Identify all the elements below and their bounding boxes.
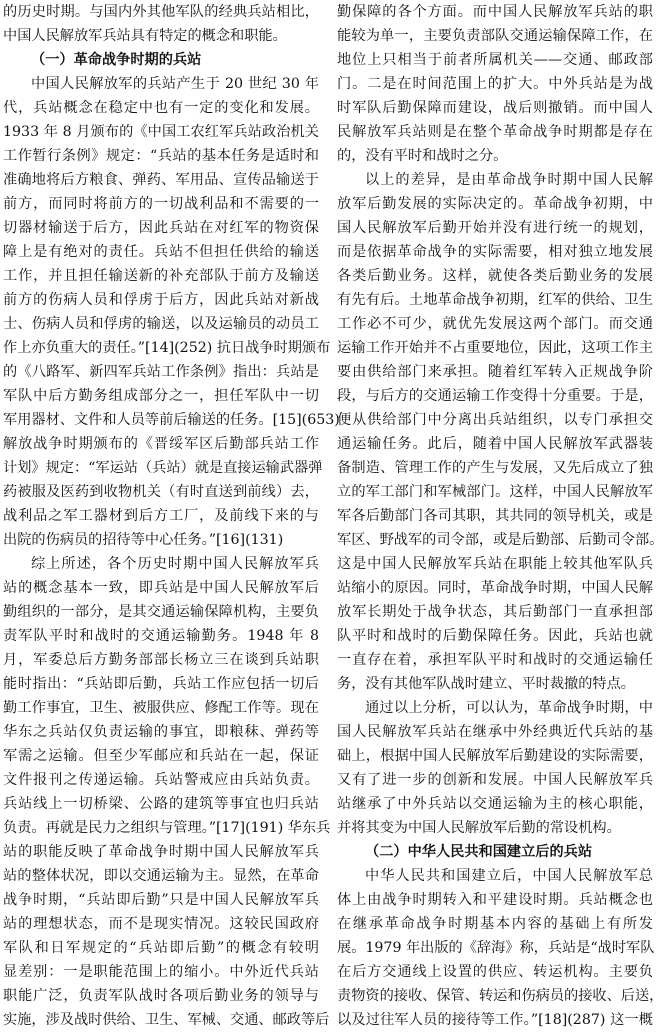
text-line: 要由供给部门来承担。随着红军转入正规战争阶 bbox=[337, 364, 653, 380]
text-line: 显差别：一是职能范围上的缩小。中外近代兵站 bbox=[3, 964, 319, 980]
text-line: 出院的伤病员的招待等中心任务。”[16](131) bbox=[3, 532, 284, 548]
text-line: 站的概念基本一致，即兵站是中国人民解放军后 bbox=[3, 580, 319, 596]
text-line: 代，兵站概念在稳定中也有一定的变化和发展。 bbox=[3, 100, 319, 116]
text-line: 地位上只相当于前者所属机关——交通、邮政部 bbox=[337, 52, 653, 68]
text-line: 站的理想状态，而不是现实情况。这较民国政府 bbox=[3, 916, 319, 932]
text-line: 切器材输送于后方，因此兵站在对红军的物资保 bbox=[3, 220, 319, 236]
text-line: 又有了进一步的创新和发展。中国人民解放军兵 bbox=[337, 772, 653, 788]
text-line: 放军长期处于战争状态，其后勤部门一直承担部 bbox=[337, 604, 653, 620]
text-line: 在后方交通线上设置的供应、转运机构。主要负 bbox=[337, 964, 653, 980]
text-line: 责军队平时和战时的交通运输勤务。1948 年 8 bbox=[3, 628, 319, 644]
text-line: 这是中国人民解放军兵站在职能上较其他军队兵 bbox=[337, 556, 653, 572]
text-line: 放军后勤发展的实际决定的。革命战争初期，中 bbox=[337, 196, 653, 212]
section-heading-prc-era: （二）中华人民共和国建立后的兵站 bbox=[365, 844, 593, 860]
text-line: 门。二是在时间范围上的扩大。中外兵站是为战 bbox=[337, 76, 653, 92]
text-line: 国人民解放军后勤开始并没有进行统一的规划， bbox=[337, 220, 653, 236]
text-line: 中国人民解放军兵站具有特定的概念和职能。 bbox=[3, 28, 287, 44]
text-line: 各类后勤业务。这样，就使各类后勤业务的发展 bbox=[337, 268, 653, 284]
text-line: 解放战争时期颁布的《晋绥军区后勤部兵站工作 bbox=[3, 436, 319, 452]
text-line: 通运输任务。此后，随着中国人民解放军武器装 bbox=[337, 436, 653, 452]
text-line: 的，没有平时和战时之分。 bbox=[337, 148, 508, 164]
text-line: 的历史时期。与国内外其他军队的经典兵站相比， bbox=[3, 4, 319, 20]
text-line: 文件报刊之传递运输。兵站警戒应由兵站负责。 bbox=[3, 772, 319, 788]
text-line: 前方的伤病人员和俘虏于后方，因此兵站对新战 bbox=[3, 292, 319, 308]
text-line: 军区、野战军的司令部，或是后勤部、后勤司令部。 bbox=[337, 532, 663, 548]
text-line: 实施，涉及战时供给、卫生、军械、交通、邮政等后 bbox=[3, 1012, 330, 1028]
text-line: 以及过往军人员的接待等工作。”[18](287) 这一概 bbox=[337, 1012, 653, 1028]
text-line: 立的军工部门和军械部门。这样，中国人民解放军 bbox=[337, 484, 653, 500]
text-line: 站的职能反映了革命战争时期中国人民解放军兵 bbox=[3, 844, 319, 860]
text-line: 工作，并且担任输送新的补充部队于前方及输送 bbox=[3, 268, 319, 284]
text-line: 月，军委总后方勤务部部长杨立三在谈到兵站职 bbox=[3, 652, 319, 668]
text-line: 以上的差异，是由革命战争时期中国人民解 bbox=[365, 172, 653, 188]
text-line: 责物资的接收、保管、转运和伤病员的接收、后送， bbox=[337, 988, 663, 1004]
text-line: 勤组织的一部分，是其交通运输保障机构，主要负 bbox=[3, 604, 319, 620]
text-line: 军需之运输。但至少军邮应和兵站在一起，保证 bbox=[3, 748, 319, 764]
text-line: 体上由战争时期转入和平建设时期。兵站概念也 bbox=[337, 892, 653, 908]
right-text-column bbox=[337, 0, 663, 1028]
text-line: 的《八路军、新四军兵站工作条例》指出：兵站是 bbox=[3, 364, 319, 380]
text-line: 药被服及医药到收物机关（有时直送到前线）去， bbox=[3, 484, 319, 500]
text-line: 通过以上分析，可以认为，革命战争时期，中 bbox=[365, 700, 653, 716]
text-line: 作上亦负重大的责任。”[14](252) 抗日战争时期颁布 bbox=[3, 340, 331, 356]
text-line: 能时指出：“兵站即后勤，兵站工作应包括一切后 bbox=[3, 676, 319, 692]
text-line: 运输工作开始并不占重要地位，因此，这项工作主 bbox=[337, 340, 653, 356]
text-line: 段，与后方的交通运输工作变得十分重要。于是， bbox=[337, 388, 653, 404]
text-line: 负责。再就是民力之组织与管理。”[17](191) 华东兵 bbox=[3, 820, 331, 836]
text-line: 民解放军兵站则是在整个革命战争时期都是存在 bbox=[337, 124, 653, 140]
text-line: 时军队后勤保障而建设，战后则撤销。而中国人 bbox=[337, 100, 653, 116]
text-line: 军队中后方勤务组成部分之一，担任军队中一切 bbox=[3, 388, 319, 404]
text-line: 工作暂行条例》规定：“兵站的基本任务是适时和 bbox=[3, 148, 319, 164]
text-line: 中国人民解放军的兵站产生于 20 世纪 30 年 bbox=[31, 76, 319, 92]
text-line: 士、伤病人员和俘虏的输送，以及运输员的动员工 bbox=[3, 316, 319, 332]
text-line: 工作必不可少，就优先发展这两个部门。而交通 bbox=[337, 316, 653, 332]
text-line: 并将其变为中国人民解放军后勤的常设机构。 bbox=[337, 820, 621, 836]
text-line: 务，没有其他军队战时建立、平时裁撤的特点。 bbox=[337, 676, 635, 692]
text-line: 有先有后。土地革命战争初期，红军的供给、卫生 bbox=[337, 292, 653, 308]
text-line: 在继承革命战争时期基本内容的基础上有所发 bbox=[337, 916, 653, 932]
text-line: 军用器材、文件和人员等前后输送的任务。[15](653) bbox=[3, 412, 340, 428]
text-line: 备制造、管理工作的产生与发展，又先后成立了独 bbox=[337, 460, 653, 476]
text-line: 勤保障的各个方面。而中国人民解放军兵站的职 bbox=[337, 4, 653, 20]
text-line: 中华人民共和国建立后，中国人民解放军总 bbox=[365, 868, 653, 884]
text-line: 兵站线上一切桥梁、公路的建筑等事宜也归兵站 bbox=[3, 796, 319, 812]
text-line: 勤工作事宜，卫生、被服供应、修配工作等。现在 bbox=[3, 700, 319, 716]
text-line: 职能广泛，负责军队战时各项后勤业务的领导与 bbox=[3, 988, 319, 1004]
section-heading-revolutionary-war: （一）革命战争时期的兵站 bbox=[31, 52, 202, 68]
text-line: 一直存在着，承担军队平时和战时的交通运输任 bbox=[337, 652, 653, 668]
text-line: 计划》规定：“军运站（兵站）就是直接运输武器弹 bbox=[3, 460, 323, 476]
text-line: 障上是有绝对的责任。兵站不但担任供给的输送 bbox=[3, 244, 319, 260]
text-line: 准确地将后方粮食、弹药、军用品、宣传品输送于 bbox=[3, 172, 319, 188]
left-text-column bbox=[3, 0, 340, 1028]
text-line: 军各后勤部门各司其职，其共同的领导机关，或是 bbox=[337, 508, 653, 524]
text-line: 战争时期，“兵站即后勤”只是中国人民解放军兵 bbox=[3, 892, 319, 908]
text-line: 国人民解放军兵站在继承中外经典近代兵站的基 bbox=[337, 724, 653, 740]
text-line: 前方，而同时将前方的一切战利品和不需要的一 bbox=[3, 196, 319, 212]
text-line: 队平时和战时的后勤保障任务。因此，兵站也就 bbox=[337, 628, 653, 644]
text-line: 展。1979 年出版的《辞海》称，兵站是“战时军队 bbox=[337, 940, 655, 956]
text-line: 站缩小的原因。同时，革命战争时期，中国人民解 bbox=[337, 580, 653, 596]
text-line: 便从供给部门中分离出兵站组织，以专门承担交 bbox=[337, 412, 653, 428]
text-line: 军队和日军规定的“兵站即后勤”的概念有较明 bbox=[3, 940, 319, 956]
text-line: 站的整体状况，即以交通运输为主。显然，在革命 bbox=[3, 868, 319, 884]
text-line: 能较为单一，主要负责部队交通运输保障工作，在 bbox=[337, 28, 653, 44]
text-line: 1933 年 8 月颁布的《中国工农红军兵站政治机关 bbox=[3, 124, 319, 140]
text-line: 战利品之军工器材到后方工厂，及前线下来的与 bbox=[3, 508, 319, 524]
text-line: 综上所述，各个历史时期中国人民解放军兵 bbox=[31, 556, 319, 572]
text-line: 础上，根据中国人民解放军后勤建设的实际需要， bbox=[337, 748, 653, 764]
text-line: 而是依据革命战争的实际需要，相对独立地发展 bbox=[337, 244, 653, 260]
text-line: 站继承了中外兵站以交通运输为主的核心职能， bbox=[337, 796, 653, 812]
text-line: 华东之兵站仅负责运输的事宜，即粮秣、弹药等 bbox=[3, 724, 319, 740]
